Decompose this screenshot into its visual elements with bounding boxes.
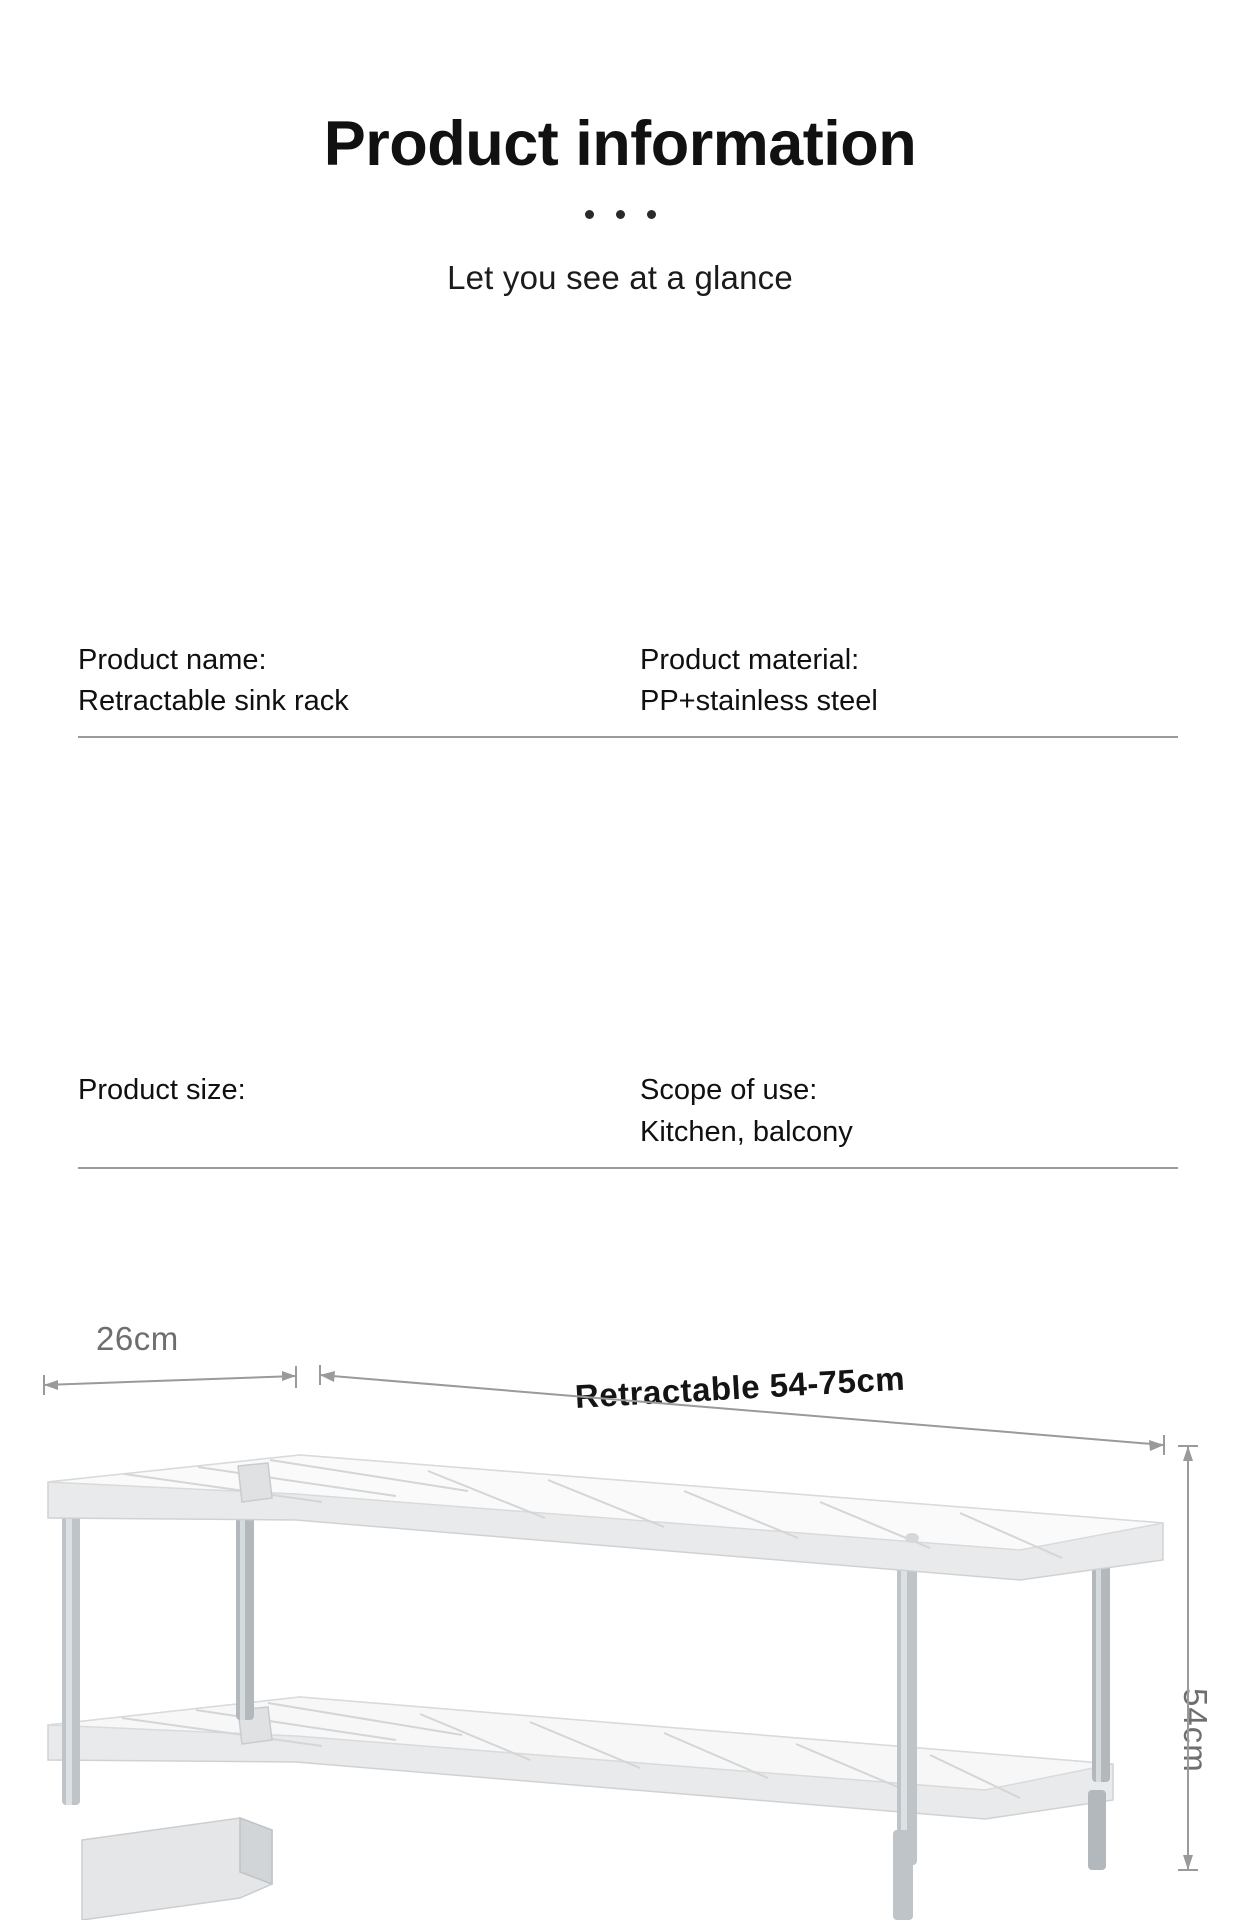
dot-icon [616, 210, 625, 219]
page-title: Product information [323, 109, 917, 179]
spec-cell-product-name [78, 640, 628, 738]
spec-label: Product name: [78, 644, 267, 676]
spec-row [78, 1070, 1178, 1168]
dimension-label-depth: 26cm [96, 1320, 179, 1357]
spec-table [78, 640, 1178, 1169]
spec-label: Product size: [78, 1074, 246, 1107]
rack-upper-shelf [48, 1455, 1163, 1580]
rack-illustration [0, 1270, 1240, 1920]
spec-cell-product-size [78, 1070, 628, 1168]
rack-side-bracket [82, 1818, 272, 1920]
dot-icon [647, 210, 656, 219]
product-figure [0, 1270, 1240, 1920]
dimension-label-width: Retractable 54-75cm [573, 1359, 907, 1415]
spec-value: PP+stainless steel [640, 685, 878, 718]
spec-cell-product-material [628, 640, 1178, 738]
spec-cell-scope-of-use [628, 1070, 1178, 1168]
spec-row [78, 640, 1178, 738]
rack-lower-shelf [48, 1697, 1113, 1819]
dot-icon [585, 210, 594, 219]
spec-value: Retractable sink rack [78, 685, 349, 718]
spec-value: Kitchen, balcony [640, 1115, 853, 1148]
page-subtitle: Let you see at a glance [447, 259, 793, 297]
spec-label: Scope of use: [640, 1074, 818, 1107]
page-header [0, 0, 1240, 297]
dot-separator [0, 207, 1240, 221]
spec-label: Product material: [640, 644, 860, 676]
dimension-label-height: 54cm [1177, 1688, 1214, 1773]
